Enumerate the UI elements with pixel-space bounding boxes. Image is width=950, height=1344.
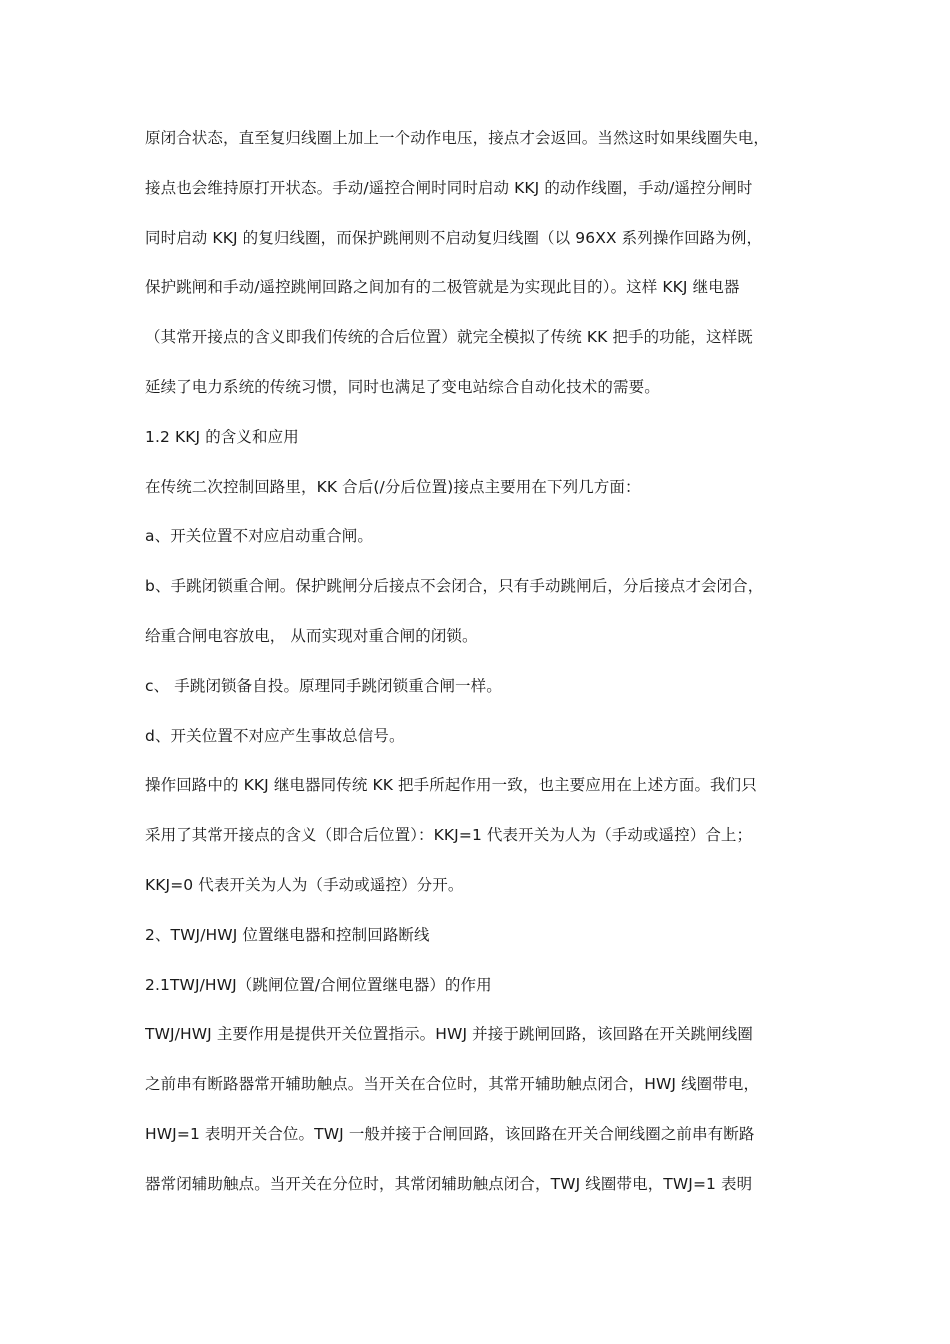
text-line: KKJ=0 代表开关为人为（手动或遥控）分开。 <box>145 876 464 894</box>
text-line: （其常开接点的含义即我们传统的合后位置）就完全模拟了传统 KK 把手的功能，这样既 <box>145 328 753 346</box>
list-item: d、开关位置不对应产生事故总信号。 <box>145 727 405 745</box>
section-heading: 1.2 KKJ 的含义和应用 <box>145 428 299 446</box>
text-line: 在传统二次控制回路里，KK 合后(/分后位置)接点主要用在下列几方面： <box>145 478 641 496</box>
list-item: a、开关位置不对应启动重合闸。 <box>145 527 373 545</box>
text-line: 接点也会维持原打开状态。手动/遥控合闸时同时启动 KKJ 的动作线圈，手动/遥控分闸时 <box>145 179 753 197</box>
text-line: 操作回路中的 KKJ 继电器同传统 KK 把手所起作用一致，也主要应用在上述方面。我们只 <box>145 776 757 794</box>
section-heading: 2、TWJ/HWJ 位置继电器和控制回路断线 <box>145 926 430 944</box>
text-line: 之前串有断路器常开辅助触点。当开关在合位时，其常开辅助触点闭合，HWJ 线圈带电， <box>145 1075 760 1093</box>
list-item: c、 手跳闭锁备自投。原理同手跳闭锁重合闸一样。 <box>145 677 502 695</box>
text-line: 给重合闸电容放电， 从而实现对重合闸的闭锁。 <box>145 627 478 645</box>
text-line: 同时启动 KKJ 的复归线圈，而保护跳闸则不启动复归线圈（以 96XX 系列操作回路为例， <box>145 229 763 247</box>
text-line: TWJ/HWJ 主要作用是提供开关位置指示。HWJ 并接于跳闸回路，该回路在开关跳闸线圈 <box>145 1025 753 1043</box>
section-heading: 2.1TWJ/HWJ（跳闸位置/合闸位置继电器）的作用 <box>145 976 492 994</box>
text-line: 器常闭辅助触点。当开关在分位时，其常闭辅助触点闭合，TWJ 线圈带电，TWJ=1 表明 <box>145 1175 753 1193</box>
text-line: 采用了其常开接点的含义（即合后位置）：KKJ=1 代表开关为人为（手动或遥控）合上； <box>145 826 753 844</box>
text-line: HWJ=1 表明开关合位。TWJ 一般并接于合闸回路，该回路在开关合闸线圈之前串有断路 <box>145 1125 755 1143</box>
text-line: 原闭合状态，直至复归线圈上加上一个动作电压，接点才会返回。当然这时如果线圈失电， <box>145 129 770 147</box>
list-item: b、手跳闭锁重合闸。保护跳闸分后接点不会闭合，只有手动跳闸后，分后接点才会闭合， <box>145 577 764 595</box>
text-line: 保护跳闸和手动/遥控跳闸回路之间加有的二极管就是为实现此目的）。这样 KKJ 继电器 <box>145 278 740 296</box>
text-line: 延续了电力系统的传统习惯，同时也满足了变电站综合自动化技术的需要。 <box>145 378 660 396</box>
